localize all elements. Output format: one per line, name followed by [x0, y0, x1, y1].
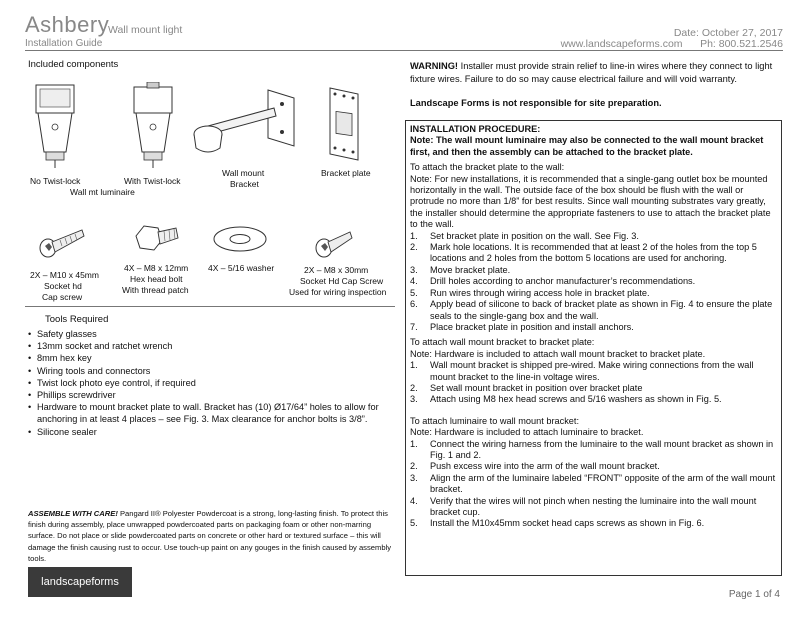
caption-bracket-plate: Bracket plate — [321, 168, 371, 178]
tools-list — [28, 328, 398, 438]
doc-title: Ashbery — [25, 12, 110, 37]
doc-guide-label: Installation Guide — [25, 38, 103, 49]
brand-logo: landscapeforms — [28, 567, 132, 597]
list-item: 7. Place bracket plate in position and install anchors. — [410, 321, 634, 332]
list-item: • Wiring tools and connectors — [28, 365, 398, 377]
list-item: 2. Set wall mount bracket in position over bracket plate — [410, 382, 643, 393]
m10-socket-screw-illustration — [38, 226, 86, 260]
assemble-notice — [28, 508, 396, 564]
warning-lead: WARNING! — [410, 61, 459, 71]
assemble-lead: ASSEMBLE WITH CARE! — [28, 509, 118, 518]
caption-washer: 4X – 5/16 washer — [208, 263, 275, 273]
caption-m8hex-2: Hex head bolt — [130, 274, 183, 284]
list-item: 4. Drill holes according to anchor manufacturer’s recommendations. — [410, 276, 696, 287]
contact-line — [561, 38, 783, 50]
caption-with-twist: With Twist-lock — [124, 176, 181, 186]
list-item: • Twist lock photo eye control, if required — [28, 377, 398, 389]
caption-wall-bracket-1: Wall mount — [222, 168, 265, 178]
warning-text — [410, 60, 782, 85]
list-item: • 8mm hex key — [28, 352, 398, 364]
caption-m8hex-3: With thread patch — [122, 285, 189, 295]
caption-no-twist: No Twist-lock — [30, 176, 81, 186]
tools-heading: Tools Required — [45, 314, 109, 325]
procedure-heading: INSTALLATION PROCEDURE: — [410, 124, 541, 134]
caption-luminaire: Wall mt luminaire — [70, 187, 135, 197]
list-item: 2. Mark hole locations. It is recommended that at least 2 of the holes from the top 5 locations and 2 holes from the bottom 5 locations are used for anchoring. — [410, 242, 757, 264]
list-item: 3. Attach using M8 hex head screws and 5/16 washers as shown in Fig. 5. — [410, 394, 722, 405]
caption-m10-1: 2X – M10 x 45mm — [30, 270, 99, 280]
site-prep-note: Landscape Forms is not responsible for site preparation. — [410, 98, 662, 108]
list-item: • Hardware to mount bracket plate to wall. Bracket has (10) Ø17/64” holes to allow for anchoring in at least 4 places – see Fig. 3. Max clearance for anchor bolts is 3/8”. — [28, 401, 398, 425]
bracket-plate-illustration — [326, 84, 362, 164]
list-item: 2. Push excess wire into the arm of the wall mount bracket. — [410, 461, 660, 472]
wall-mount-bracket-illustration — [190, 86, 305, 158]
luminaire-with-twist-illustration — [128, 82, 178, 172]
page-number: Page 1 of 4 — [728, 589, 780, 600]
washer-illustration — [212, 224, 268, 254]
list-item: • Phillips screwdriver — [28, 389, 398, 401]
m8-hex-bolt-illustration — [132, 222, 180, 262]
left-divider — [25, 306, 395, 307]
list-item: 3. Align the arm of the luminaire labeled “FRONT” opposite of the arm of the wall mount bracket. — [410, 472, 776, 495]
list-item: 5. Run wires through wiring access hole in bracket plate. — [410, 287, 650, 298]
section-3-heading: To attach luminaire to wall mount bracket: — [410, 415, 580, 426]
section-3-note: Note: Hardware is included to attach luminaire to bracket. — [410, 427, 644, 438]
list-item: 1. Wall mount bracket is shipped pre-wired. Make wiring connections from the wall mount bracket to the line-in voltage wires. — [410, 360, 754, 382]
doc-subtitle: Wall mount light — [108, 24, 183, 36]
procedure-note: Note: The wall mount luminaire may also be connected to the wall mount bracket first, and then the assembly can be attached to the bracket plate. — [410, 135, 764, 157]
list-item: 1. Set bracket plate in position on the wall. See Fig. 3. — [410, 230, 639, 241]
caption-wall-bracket-2: Bracket — [230, 179, 259, 189]
section-2-steps — [410, 360, 777, 406]
caption-m8hex-1: 4X – M8 x 12mm — [124, 263, 189, 273]
list-item: • Silicone sealer — [28, 426, 398, 438]
section-3-steps — [410, 439, 777, 530]
warning-body: Installer must provide strain relief to line-in wires where they connect to light fixture wires. Failure to do so may cause electrical failure and will void warranty. — [410, 61, 773, 84]
header-divider — [25, 50, 783, 51]
list-item: • 13mm socket and ratchet wrench — [28, 340, 398, 352]
doc-date: Date: October 27, 2017 — [673, 27, 783, 39]
list-item: 4. Verify that the wires will not pinch when nesting the luminaire into the wall mount bracket cup. — [410, 495, 757, 517]
caption-m10-2: Socket hd — [44, 281, 82, 291]
section-1-steps — [410, 231, 777, 334]
section-2-note: Note: Hardware is included to attach wall mount bracket to bracket plate. — [410, 348, 706, 359]
list-item: 3. Move bracket plate. — [410, 264, 511, 275]
caption-m8cap-1: 2X – M8 x 30mm — [304, 265, 369, 275]
list-item: 5. Install the M10x45mm socket head caps screws as shown in Fig. 6. — [410, 518, 705, 529]
m8-cap-screw-illustration — [314, 226, 354, 260]
section-1-note: Note: For new installations, it is recommended that a single-gang outlet box be mounted horizontally in the wall. The outside face of the box should be flush with the wall or protrude no more than 1/8” for best results. Since wall mounting substrates vary greatly, the installer should determine the appropriate fasteners to use to attach the bracket plate to the wall. — [410, 173, 771, 230]
phone: Ph: 800.521.2546 — [700, 38, 783, 50]
installation-procedure-box — [405, 120, 782, 576]
section-1-heading: To attach the bracket plate to the wall: — [410, 162, 565, 173]
luminaire-no-twist-illustration — [30, 82, 80, 172]
section-2-heading: To attach wall mount bracket to bracket plate: — [410, 337, 595, 348]
caption-m10-3: Cap screw — [42, 292, 83, 302]
caption-m8cap-2: Socket Hd Cap Screw — [300, 276, 384, 286]
components-heading: Included components — [28, 59, 119, 70]
caption-m8cap-3: Used for wiring inspection — [289, 287, 387, 297]
list-item: 1. Connect the wiring harness from the luminaire to the wall mount bracket as shown in Fig. 1 and 2. — [410, 438, 774, 460]
assemble-body: Pangard II® Polyester Powdercoat is a strong, long-lasting finish. To protect this finish during assembly, place unwrapped powdercoated parts on packaging foam or other non-marring surface. Do not place or slide powdercoated parts on concrete or other hard or textured surface – this will damage the finish causing rust to occur. Use touch-up paint on any gouges in the finish caused by assembly tools. — [28, 509, 392, 563]
list-item: • Safety glasses — [28, 328, 398, 340]
website: www.landscapeforms.com — [560, 38, 683, 50]
list-item: 6. Apply bead of silicone to back of bracket plate as shown in Fig. 4 to ensure the plate seals to the single-gang box and the wall. — [410, 299, 773, 321]
